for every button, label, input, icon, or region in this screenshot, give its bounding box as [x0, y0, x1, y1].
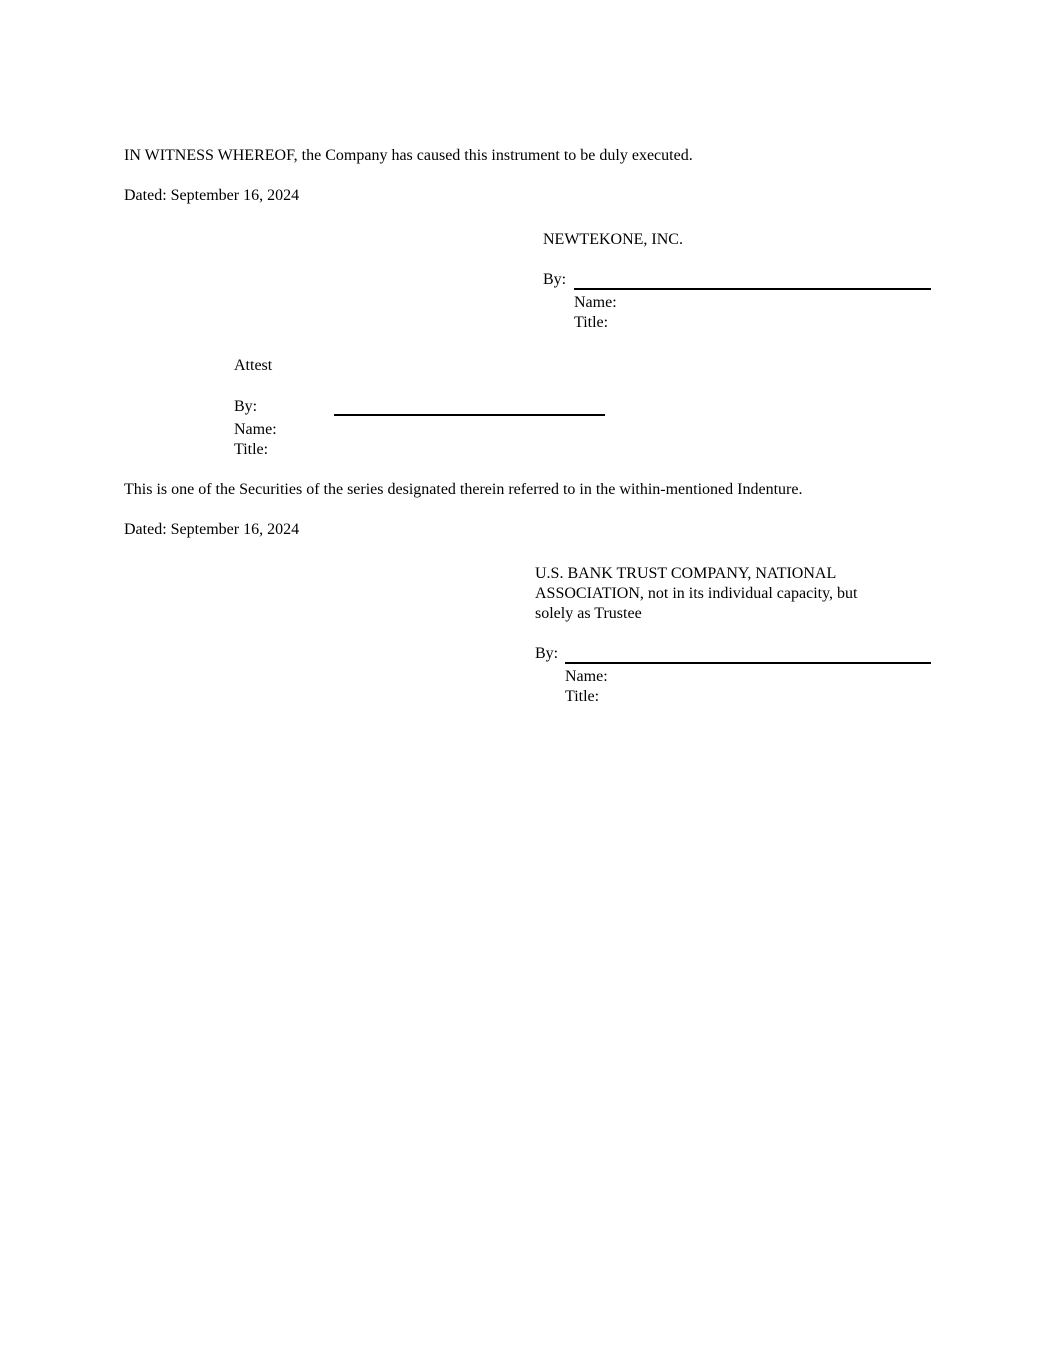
- company-signature-line: [574, 288, 931, 290]
- attest-name-label: Name:: [234, 421, 277, 438]
- attest-by-label: By:: [234, 398, 258, 415]
- attest-signature-line: [334, 414, 605, 416]
- company-title-label: Title:: [574, 314, 609, 331]
- company-by-label: By:: [543, 271, 567, 288]
- dated-line-trustee: Dated: September 16, 2024: [124, 521, 300, 538]
- company-name-label: Name:: [574, 294, 617, 311]
- witness-paragraph: IN WITNESS WHEREOF, the Company has caused this instrument to be duly executed.: [124, 147, 693, 164]
- trustee-name-line-2: ASSOCIATION, not in its individual capacity, but: [535, 585, 858, 602]
- attest-title-label: Title:: [234, 441, 269, 458]
- trustee-name-line-1: U.S. BANK TRUST COMPANY, NATIONAL: [535, 565, 837, 582]
- trustee-name-label: Name:: [565, 668, 608, 685]
- company-name: NEWTEKONE, INC.: [543, 231, 683, 248]
- attest-heading: Attest: [234, 357, 273, 374]
- dated-line-company: Dated: September 16, 2024: [124, 187, 300, 204]
- trustee-by-label: By:: [535, 645, 559, 662]
- trustee-name-line-3: solely as Trustee: [535, 605, 642, 622]
- certificate-paragraph: This is one of the Securities of the series designated therein referred to in the within-mentioned Indenture.: [124, 481, 803, 498]
- trustee-signature-line: [565, 662, 931, 664]
- trustee-title-label: Title:: [565, 688, 600, 705]
